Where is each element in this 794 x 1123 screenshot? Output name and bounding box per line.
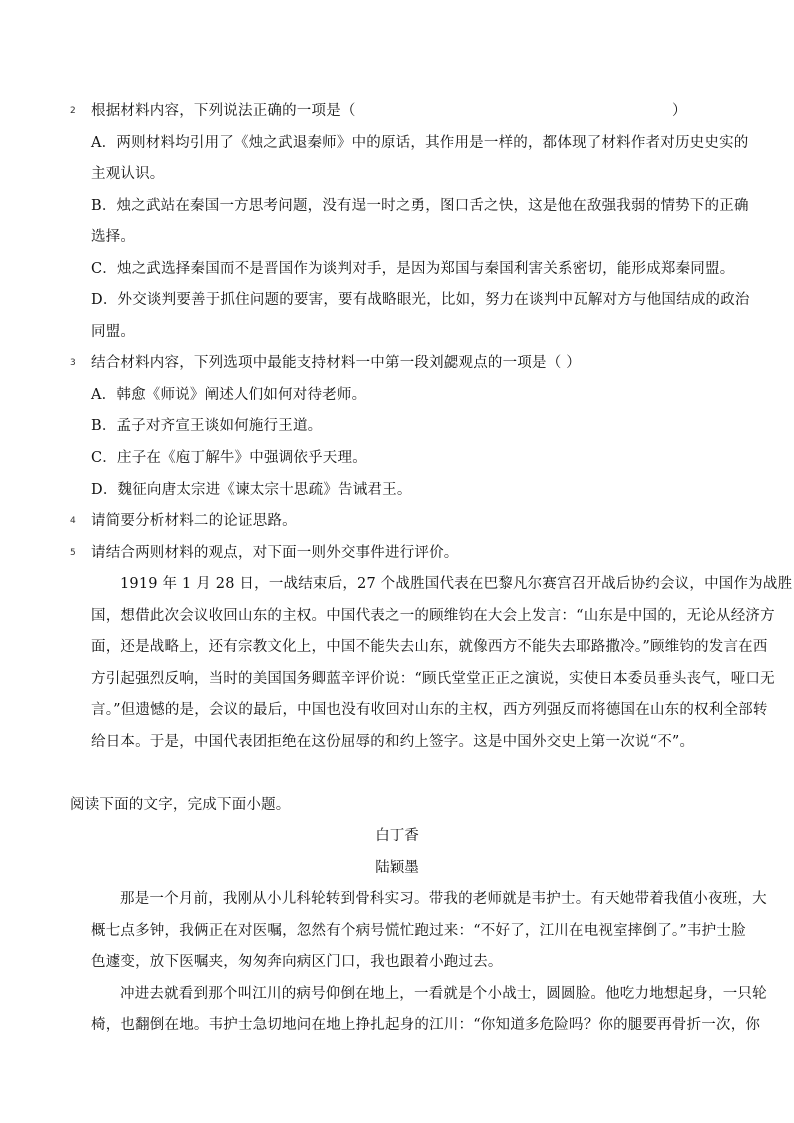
question-stem: 请结合两则材料的观点，对下面一则外交事件进行评价。 <box>91 545 459 561</box>
story-paragraph-line: 那是一个月前，我刚从小儿科轮转到骨科实习。带我的老师就是韦护士。有天她带着我值小夜班，大 <box>120 891 767 907</box>
event-paragraph-line: 给日本。于是，中国代表团拒绝在这份屈辱的和约上签字。这是中国外交史上第一次说“不”。 <box>91 734 695 750</box>
option-a-line-1: A．两则材料均引用了《烛之武退秦师》中的原话，其作用是一样的，都体现了材料作者对历史史实的 <box>91 135 749 151</box>
question-stem: 根据材料内容，下列说法正确的一项是（ <box>91 103 356 119</box>
answer-bracket-close: ） <box>672 103 687 119</box>
event-paragraph-line: 言。”但遗憾的是，会议的最后，中国也没有收回对山东的主权，西方列强反而将德国在山东的权利全部转 <box>91 702 768 718</box>
option-b-line-2: 选择。 <box>91 229 136 245</box>
option-b-line-1: B．烛之武站在秦国一方思考问题，没有逞一时之勇，图口舌之快，这是他在敌强我弱的情势下的正确 <box>91 198 749 214</box>
option-a-line-1: A．韩愈《师说》阐述人们如何对待老师。 <box>91 387 367 403</box>
option-a-line-2: 主观认识。 <box>91 166 165 182</box>
story-paragraph-line: 冲进去就看到那个叫江川的病号仰倒在地上，一看就是个小战士，圆圆脸。他吃力地想起身，一只轮 <box>120 986 767 1002</box>
question-number: 3 <box>70 358 76 368</box>
event-paragraph-line: 方引起强烈反响，当时的美国国务卿蓝辛评价说：“顾氏堂堂正正之演说，实使日本委员垂头丧气，哑口无 <box>91 671 775 687</box>
story-paragraph-line: 椅，也翻倒在地。韦护士急切地问在地上挣扎起身的江川：“你知道多危险吗？你的腿要再骨折一次，你 <box>91 1017 761 1033</box>
question-stem: 请简要分析材料二的论证思路。 <box>91 513 297 529</box>
story-paragraph-line: 概七点多钟，我俩正在对医嘱，忽然有个病号慌忙跑过来：“不好了，江川在电视室摔倒了。”韦护士脸 <box>91 923 746 939</box>
event-paragraph-line: 面，还是战略上，还有宗教文化上，中国不能失去山东，就像西方不能失去耶路撒冷。”顾维钧的发言在西 <box>91 639 768 655</box>
question-number: 4 <box>70 516 76 526</box>
option-d-line-1: D．魏征向唐太宗进《谏太宗十思疏》告诫君王。 <box>91 482 412 498</box>
event-paragraph-line: 1919 年 1 月 28 日，一战结束后，27 个战胜国代表在巴黎凡尔赛宫召开战后协约会议，中国作为战胜 <box>120 576 793 592</box>
event-paragraph-line: 国，想借此次会议收回山东的主权。中国代表之一的顾维钧在大会上发言：“山东是中国的，无论从经济方 <box>91 608 775 624</box>
reading-instruction: 阅读下面的文字，完成下面小题。 <box>70 797 291 813</box>
story-title: 白丁香 <box>375 828 419 844</box>
question-number: 5 <box>70 548 76 558</box>
option-b-line-1: B．孟子对齐宣王谈如何施行王道。 <box>91 418 323 434</box>
option-d-line-2: 同盟。 <box>91 324 136 340</box>
question-stem: 结合材料内容，下列选项中最能支持材料一中第一段刘勰观点的一项是（ ） <box>91 355 581 371</box>
story-author: 陆颖墨 <box>375 860 419 876</box>
question-number: 2 <box>70 106 76 116</box>
option-c-line-1: C．烛之武选择秦国而不是晋国作为谈判对手，是因为郑国与秦国利害关系密切，能形成郑秦同盟。 <box>91 261 735 277</box>
option-c-line-1: C．庄子在《庖丁解牛》中强调依乎天理。 <box>91 450 367 466</box>
story-paragraph-line: 色遽变，放下医嘱夹，匆匆奔向病区门口，我也跟着小跑过去。 <box>91 954 503 970</box>
option-d-line-1: D．外交谈判要善于抓住问题的要害，要有战略眼光，比如，努力在谈判中瓦解对方与他国结成的政治 <box>91 292 750 308</box>
